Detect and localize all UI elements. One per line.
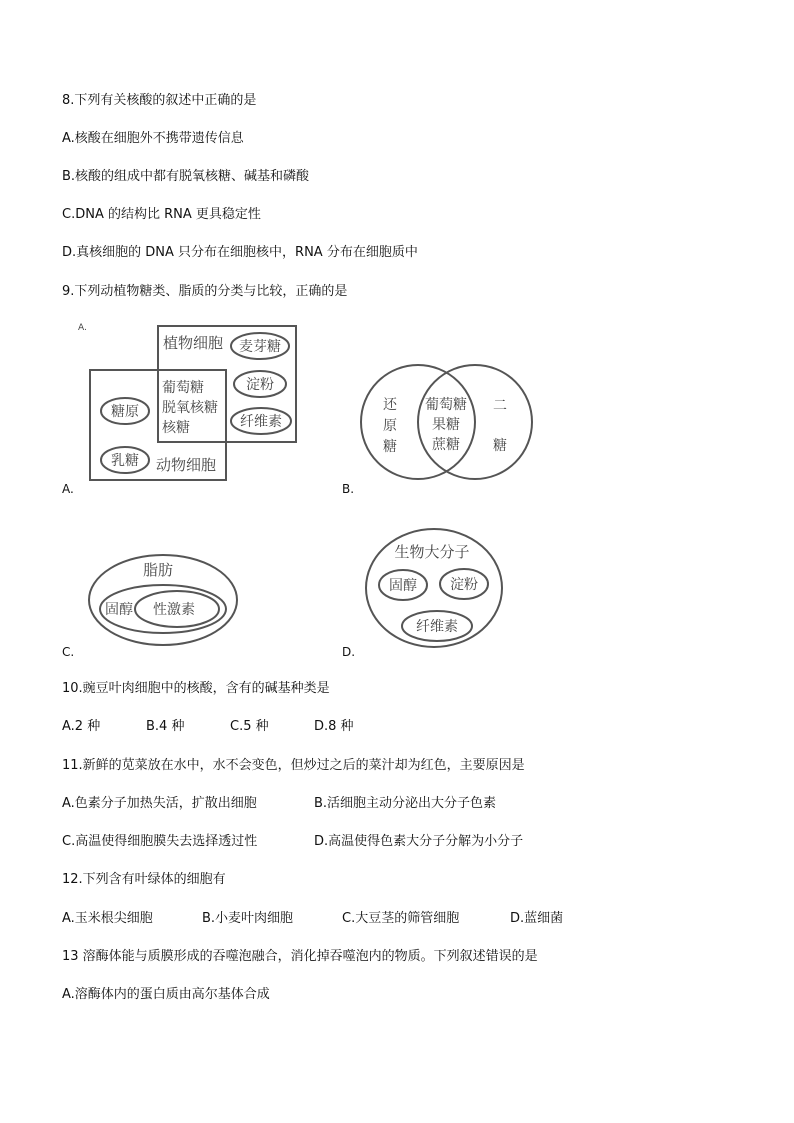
q10-stem: 10.豌豆叶肉细胞中的核酸，含有的碱基种类是: [62, 681, 330, 696]
q10-option-a: A.2 种: [62, 719, 101, 734]
q8-option-b: B.核酸的组成中都有脱氧核糖、碱基和磷酸: [62, 169, 310, 184]
figure-c: [86, 552, 240, 650]
sterol-label-d: 固醇: [389, 578, 417, 594]
cellulose-label: 纤维素: [240, 414, 282, 430]
q8-option-d: D.真核细胞的 DNA 只分布在细胞核中，RNA 分布在细胞质中: [62, 245, 418, 260]
starch-label-d: 淀粉: [450, 577, 478, 593]
q12-option-a: A.玉米根尖细胞: [62, 911, 153, 926]
disaccharide-char-2: 糖: [493, 438, 507, 454]
reducing-char-1: 还: [383, 397, 397, 413]
q8-stem: 8.下列有关核酸的叙述中正确的是: [62, 93, 257, 108]
sterol-label: 固醇: [105, 602, 133, 618]
fat-label: 脂肪: [142, 561, 174, 579]
q11-option-b: B.活细胞主动分泌出大分子色素: [314, 796, 497, 811]
shared-glucose: 葡萄糖: [162, 380, 204, 396]
q12-option-d: D.蓝细菌: [510, 911, 564, 926]
q11-stem: 11.新鲜的苋菜放在水中，水不会变色，但炒过之后的菜汁却为红色，主要原因是: [62, 758, 525, 773]
q11-option-c: C.高温使得细胞膜失去选择透过性: [62, 834, 258, 849]
q13-stem: 13 溶酶体能与质膜形成的吞噬泡融合，消化掉吞噬泡内的物质。下列叙述错误的是: [62, 949, 538, 964]
maltose-label: 麦芽糖: [239, 339, 281, 355]
overlap-fructose: 果糖: [432, 417, 460, 433]
q10-option-b: B.4 种: [146, 719, 185, 734]
overlap-glucose: 葡萄糖: [425, 397, 467, 413]
starch-label: 淀粉: [246, 377, 274, 393]
q11-option-d: D.高温使得色素大分子分解为小分子: [314, 834, 524, 849]
figure-a: [70, 318, 320, 488]
figure-d: [362, 526, 506, 652]
q8-option-c: C.DNA 的结构比 RNA 更具稳定性: [62, 207, 261, 222]
shared-ribose: 核糖: [162, 420, 190, 436]
figure-b-label: B.: [342, 482, 355, 496]
q11-option-a: A.色素分子加热失活，扩散出细胞: [62, 796, 257, 811]
q10-option-c: C.5 种: [230, 719, 269, 734]
macromolecule-label: 生物大分子: [394, 543, 470, 561]
shared-deoxyribose: 脱氧核糖: [162, 400, 218, 416]
figure-c-label: C.: [62, 645, 75, 659]
plant-cell-label: 植物细胞: [163, 334, 224, 352]
reducing-char-3: 糖: [383, 439, 397, 455]
q12-stem: 12.下列含有叶绿体的细胞有: [62, 872, 226, 887]
q9-stem: 9.下列动植物糖类、脂质的分类与比较，正确的是: [62, 284, 348, 299]
lactose-label: 乳糖: [111, 453, 139, 469]
sex-hormone-label: 性激素: [153, 602, 195, 618]
q12-option-b: B.小麦叶肉细胞: [202, 911, 294, 926]
disaccharide-char-1: 二: [493, 398, 507, 414]
figure-d-label: D.: [342, 645, 356, 659]
q8-option-a: A.核酸在细胞外不携带遗传信息: [62, 131, 244, 146]
cellulose-label-d: 纤维素: [416, 619, 458, 635]
reducing-char-2: 原: [383, 418, 397, 434]
figure-b: [358, 362, 538, 484]
figure-a-label: A.: [62, 482, 74, 496]
animal-cell-label: 动物细胞: [156, 456, 217, 474]
q13-option-a: A.溶酶体内的蛋白质由高尔基体合成: [62, 987, 270, 1002]
q12-option-c: C.大豆茎的筛管细胞: [342, 911, 460, 926]
q10-option-d: D.8 种: [314, 719, 354, 734]
figure-a-corner-mark: A.: [78, 323, 87, 333]
glycogen-label: 糖原: [111, 404, 139, 420]
overlap-sucrose: 蔗糖: [432, 437, 460, 453]
